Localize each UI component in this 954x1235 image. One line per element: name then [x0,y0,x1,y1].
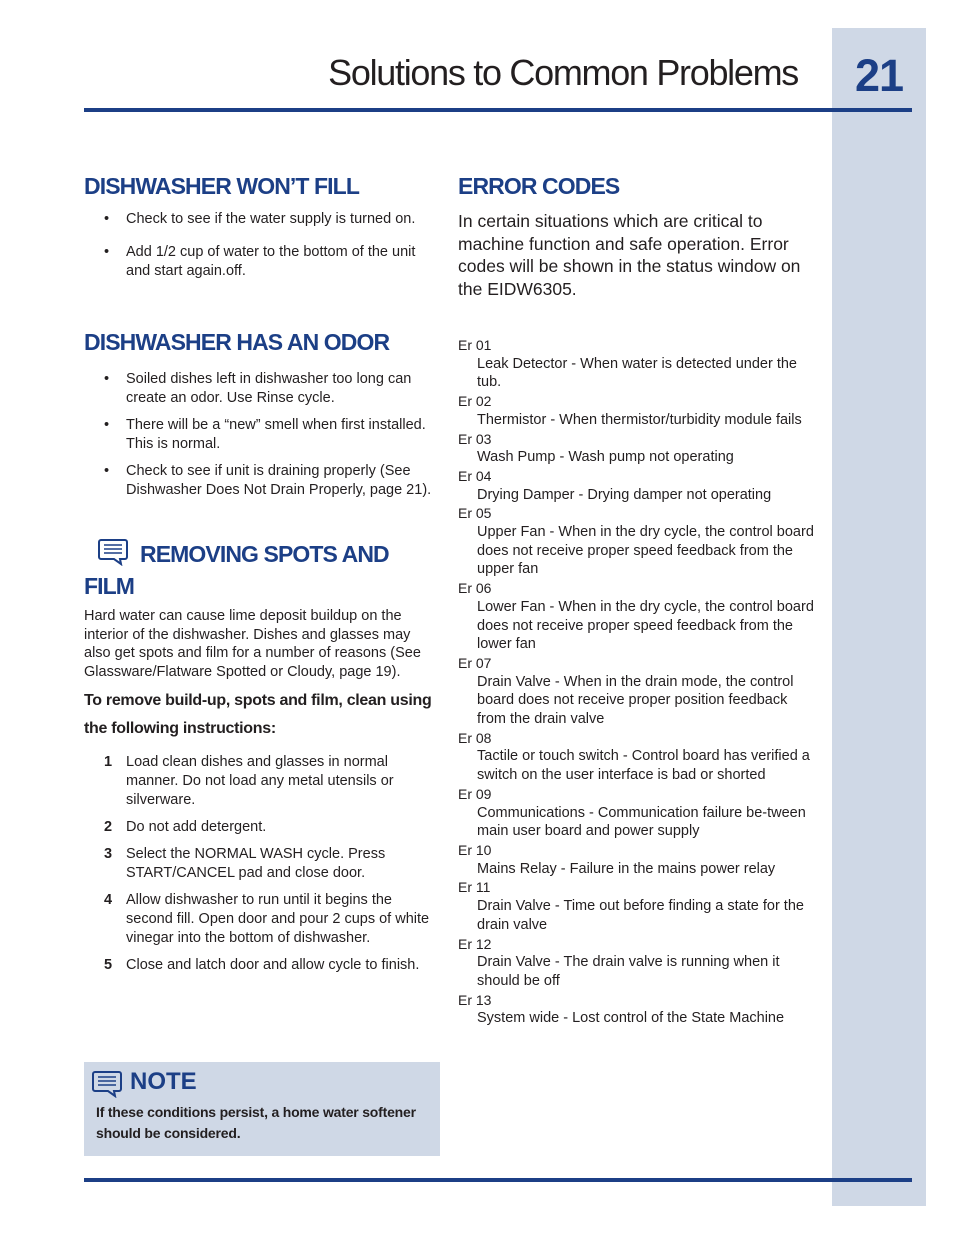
error-description: Leak Detector - When water is detected under the tub. [477,355,797,391]
note-box [84,1062,440,1156]
error-code: Er 13 [458,991,492,1008]
step-text: Do not add detergent. [126,819,267,835]
heading-error-codes: ERROR CODES [458,173,620,199]
error-code: Er 10 [458,841,492,858]
header-rule [84,108,912,112]
list-item [84,891,440,948]
step-number: 4 [104,892,113,908]
error-code: Er 06 [458,580,492,597]
list-item [458,392,818,429]
section-spots [84,538,440,983]
note-icon [92,1070,122,1098]
heading-wont-fill: DISHWASHER WON’T FILL [84,173,359,199]
error-description: Wash Pump - Wash pump not operating [477,449,734,466]
step-number: 5 [104,957,113,973]
list-item [458,336,818,392]
error-code-list [458,336,818,1028]
step-text: Load clean dishes and glasses in normal manner. Do not load any metal utensils or silverware. [126,754,394,808]
list-item [458,654,818,729]
error-code: Er 01 [458,337,492,353]
error-code: Er 04 [458,467,492,484]
error-code: Er 11 [458,879,491,896]
list-item [84,956,440,975]
list-item [458,841,818,878]
right-column [458,170,814,1027]
error-description: Upper Fan - When in the dry cycle, the control board does not receive proper speed feedback from the upper fan [477,524,814,578]
error-description: Tactile or touch switch - Control board has verified a switch on the user interface is bad or shorted [477,748,810,784]
error-code: Er 05 [458,505,492,522]
list-item: • Add 1/2 cup of water to the bottom of the unit and start again.off. [84,243,440,281]
list-item [458,729,818,785]
side-tab-bar [832,28,926,1206]
step-number: 2 [104,819,113,835]
error-description: Drain Valve - When in the drain mode, the control board does not receive proper position feedback from the drain valve [477,673,794,728]
heading-spots-line1: REMOVING SPOTS AND [140,541,389,567]
list-item: • Soiled dishes left in dishwasher too long can create an odor. Use Rinse cycle. [84,370,440,408]
wont-fill-list [84,210,440,281]
list-item: • Check to see if unit is draining properly (See Dishwasher Does Not Drain Properly, page 21). [84,462,440,500]
error-description: System wide - Lost control of the State Machine [477,1010,785,1027]
error-description: Communications - Communication failure be-tween main user board and power supply [477,804,806,840]
list-item [458,467,818,504]
error-description: Drain Valve - The drain valve is running when it should be off [477,954,780,989]
page-number: 21 [854,50,904,101]
section-wont-fill [84,170,440,289]
error-code: Er 08 [458,729,492,746]
step-text: Allow dishwasher to run until it begins the second fill. Open door and pour 2 cups of white vinegar into the bottom of dishwasher. [126,892,430,946]
error-description: Lower Fan - When in the dry cycle, the control board does not receive proper speed feedback from the lower fan [477,598,814,653]
error-description: Mains Relay - Failure in the mains power relay [477,860,776,877]
section-odor [84,326,440,508]
heading-odor: DISHWASHER HAS AN ODOR [84,329,390,355]
list-item [458,785,818,841]
error-description: Thermistor - When thermistor/turbidity module fails [477,411,802,428]
list-item [84,753,440,810]
error-codes-intro: In certain situations which are critical to machine function and safe operation. Error codes will be shown in the status window on the EIDW6305. [458,211,801,299]
list-item [84,818,440,837]
list-item [84,845,440,883]
error-description: Drying Damper - Drying damper not operating [477,486,772,503]
list-item [458,935,818,991]
error-code: Er 12 [458,935,492,952]
steps-list [84,753,440,975]
list-item [458,991,818,1028]
instructions-heading: To remove build-up, spots and film, clean using the following instructions: [84,692,432,737]
error-code: Er 02 [458,393,492,410]
step-number: 3 [104,846,113,862]
error-description: Drain Valve - Time out before finding a state for the drain valve [477,898,804,933]
list-item: • There will be a “new” smell when first installed. This is normal. [84,416,440,454]
list-item: • Check to see if the water supply is turned on. [84,210,440,229]
list-item [458,504,818,579]
footer-rule [84,1178,912,1182]
page-title: Solutions to Common Problems [328,52,798,93]
step-number: 1 [104,754,113,770]
list-item [458,579,818,654]
odor-list [84,370,440,500]
note-text: If these conditions persist, a home water softener should be considered. [96,1104,416,1141]
note-title: NOTE [130,1068,197,1095]
heading-spots-line2: FILM [84,573,135,599]
error-code: Er 09 [458,785,492,802]
spots-intro: Hard water can cause lime deposit buildup on the interior of the dishwasher. Dishes and glasses may also get spots and film for a number of reasons (See Glassware/Flatware Spotted or Cloudy, page 19). [84,608,421,680]
error-code: Er 03 [458,430,492,447]
step-text: Select the NORMAL WASH cycle. Press START/CANCEL pad and close door. [126,846,386,881]
note-icon [98,538,128,566]
list-item [458,430,818,467]
list-item [458,878,818,934]
error-code: Er 07 [458,654,492,671]
step-text: Close and latch door and allow cycle to finish. [126,957,420,973]
